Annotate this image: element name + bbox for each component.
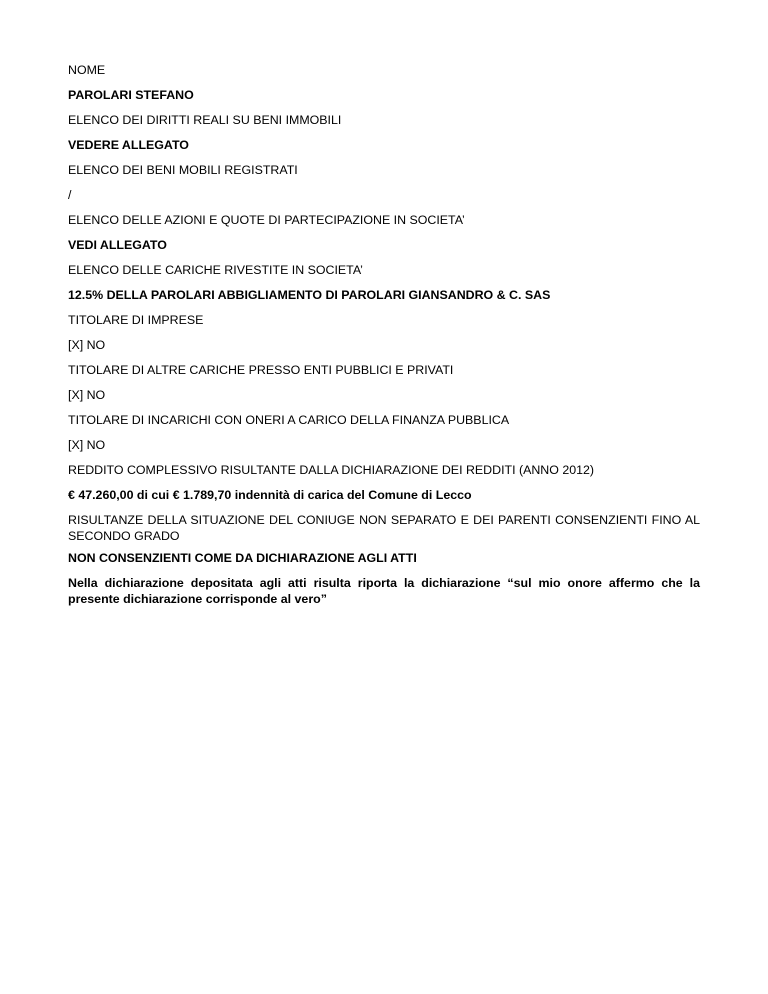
diritti-label: ELENCO DEI DIRITTI REALI SU BENI IMMOBILI <box>68 113 342 127</box>
document-page <box>68 62 700 616</box>
coniuge-value: NON CONSENZIENTI COME DA DICHIARAZIONE AGLI ATTI <box>68 551 417 565</box>
enti-value: [X] NO <box>68 388 106 402</box>
cariche-label: ELENCO DELLE CARICHE RIVESTITE IN SOCIETA’ <box>68 263 363 277</box>
azioni-value: VEDI ALLEGATO <box>68 238 167 252</box>
coniuge-label: RISULTANZE DELLA SITUAZIONE DEL CONIUGE NON SEPARATO E DEI PARENTI CONSENZIENTI FINO AL SECONDO GRADO <box>68 513 700 543</box>
nome-label: NOME <box>68 63 106 77</box>
imprese-label: TITOLARE DI IMPRESE <box>68 313 204 327</box>
cariche-value: 12.5% DELLA PAROLARI ABBIGLIAMENTO DI PAROLARI GIANSANDRO & C. SAS <box>68 288 551 302</box>
diritti-value: VEDERE ALLEGATO <box>68 138 189 152</box>
azioni-label: ELENCO DELLE AZIONI E QUOTE DI PARTECIPAZIONE IN SOCIETA’ <box>68 213 465 227</box>
reddito-label: REDDITO COMPLESSIVO RISULTANTE DALLA DICHIARAZIONE DEI REDDITI (ANNO 2012) <box>68 463 595 477</box>
incarichi-value: [X] NO <box>68 438 106 452</box>
incarichi-label: TITOLARE DI INCARICHI CON ONERI A CARICO DELLA FINANZA PUBBLICA <box>68 413 510 427</box>
beni-label: ELENCO DEI BENI MOBILI REGISTRATI <box>68 163 298 177</box>
enti-label: TITOLARE DI ALTRE CARICHE PRESSO ENTI PUBBLICI E PRIVATI <box>68 363 454 377</box>
beni-value: / <box>68 188 72 202</box>
dichiarazione-note: Nella dichiarazione depositata agli atti risulta riporta la dichiarazione “sul mio onore affermo che la presente dichiarazione corrisponde al vero” <box>68 576 700 606</box>
reddito-value: € 47.260,00 di cui € 1.789,70 indennità di carica del Comune di Lecco <box>68 488 472 502</box>
nome-value: PAROLARI STEFANO <box>68 88 194 102</box>
imprese-value: [X] NO <box>68 338 106 352</box>
